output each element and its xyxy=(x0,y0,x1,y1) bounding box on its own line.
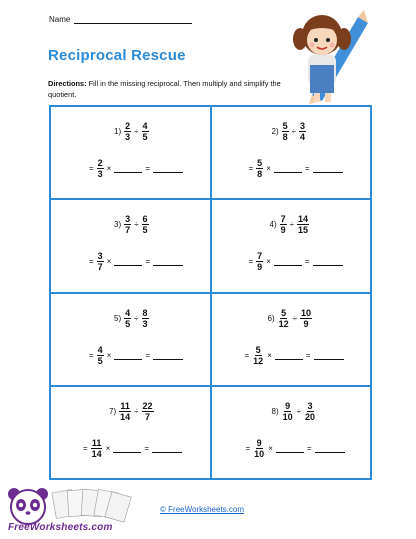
denominator: 7 xyxy=(145,411,151,422)
divisor-fraction xyxy=(300,308,312,329)
footer-link[interactable] xyxy=(160,505,244,514)
problem-cell xyxy=(50,106,211,199)
numerator: 9 xyxy=(285,400,291,411)
divide-sign: ÷ xyxy=(296,406,302,416)
problem-expression xyxy=(272,121,307,142)
quotient-blank[interactable] xyxy=(313,257,343,266)
problem-cell xyxy=(211,199,372,292)
problem-cell xyxy=(211,293,372,386)
numerator: 22 xyxy=(142,400,153,411)
logo-text: FreeWorksheets.com xyxy=(8,522,113,533)
divide-sign: ÷ xyxy=(134,220,139,230)
problem-number: 4) xyxy=(269,220,277,230)
numerator: 4 xyxy=(125,307,131,318)
dividend-fraction xyxy=(256,251,263,272)
girl-with-pencil-illustration xyxy=(288,9,370,105)
times-sign: × xyxy=(267,350,272,360)
dividend-fraction xyxy=(256,158,263,179)
answer-row xyxy=(245,345,344,366)
reciprocal-blank[interactable] xyxy=(274,257,302,266)
name-line[interactable] xyxy=(74,15,192,24)
numerator: 4 xyxy=(142,121,148,131)
times-sign: × xyxy=(105,443,111,453)
quotient-blank[interactable] xyxy=(153,164,183,173)
denominator: 15 xyxy=(298,225,309,236)
denominator: 3 xyxy=(125,132,131,142)
divisor-fraction xyxy=(142,121,149,142)
answer-row xyxy=(83,438,182,459)
denominator: 7 xyxy=(97,262,103,273)
problem-number: 3) xyxy=(114,220,122,230)
numerator: 5 xyxy=(281,307,287,318)
equals-sign: = xyxy=(144,443,150,453)
numerator: 4 xyxy=(97,344,103,355)
divisor-fraction xyxy=(142,214,149,235)
times-sign: × xyxy=(106,350,112,360)
problem-number: 1) xyxy=(114,127,122,136)
numerator: 8 xyxy=(142,307,148,318)
reciprocal-blank[interactable] xyxy=(114,164,142,173)
panda-icon xyxy=(8,488,48,524)
denominator: 20 xyxy=(305,411,316,422)
numerator: 2 xyxy=(97,158,103,168)
quotient-blank[interactable] xyxy=(315,444,345,453)
numerator: 11 xyxy=(120,400,130,411)
problem-expression xyxy=(270,214,310,235)
divisor-fraction xyxy=(142,308,149,329)
denominator: 14 xyxy=(91,448,102,459)
numerator: 3 xyxy=(307,400,313,411)
dividend-fraction xyxy=(97,251,104,272)
reciprocal-blank[interactable] xyxy=(114,351,142,360)
answer-row xyxy=(249,251,343,272)
quotient-blank[interactable] xyxy=(314,351,344,360)
numerator: 5 xyxy=(257,158,263,168)
equals-sign: = xyxy=(244,350,250,360)
divide-sign: ÷ xyxy=(134,313,139,323)
answer-row xyxy=(89,158,183,179)
denominator: 8 xyxy=(257,169,263,179)
equals-sign: = xyxy=(145,350,151,360)
denominator: 14 xyxy=(120,411,131,422)
numerator: 3 xyxy=(300,121,306,131)
times-sign: × xyxy=(268,443,273,453)
problem-number: 8) xyxy=(271,406,279,416)
answer-row xyxy=(246,438,345,459)
problem-cell xyxy=(50,293,211,386)
divisor-fraction xyxy=(304,401,316,422)
denominator: 10 xyxy=(282,411,293,422)
equals-sign: = xyxy=(304,164,310,173)
equals-sign: = xyxy=(89,257,94,267)
numerator: 5 xyxy=(282,121,288,131)
page-title: Reciprocal Rescue xyxy=(48,47,186,64)
dividend-fraction xyxy=(124,308,131,329)
equals-sign: = xyxy=(306,443,312,453)
answer-row xyxy=(89,251,183,272)
times-sign: × xyxy=(106,164,112,173)
denominator: 8 xyxy=(282,132,288,142)
dividend-fraction xyxy=(253,438,265,459)
denominator: 10 xyxy=(254,448,265,459)
equals-sign: = xyxy=(89,350,94,360)
divisor-fraction xyxy=(142,401,154,422)
times-sign: × xyxy=(106,257,112,267)
dividend-fraction xyxy=(124,121,131,142)
problem-number: 6) xyxy=(267,313,275,323)
reciprocal-blank[interactable] xyxy=(274,164,302,173)
dividend-fraction xyxy=(252,345,264,366)
equals-sign: = xyxy=(248,257,254,267)
divide-sign: ÷ xyxy=(134,127,139,136)
denominator: 9 xyxy=(303,318,309,329)
denominator: 12 xyxy=(253,355,264,366)
denominator: 9 xyxy=(257,262,263,273)
equals-sign: = xyxy=(145,164,151,173)
reciprocal-blank[interactable] xyxy=(114,257,142,266)
numerator: 3 xyxy=(125,214,131,225)
times-sign: × xyxy=(266,164,271,173)
denominator: 5 xyxy=(97,355,103,366)
directions-label: Directions: xyxy=(48,79,87,88)
dividend-fraction xyxy=(124,214,131,235)
dividend-fraction xyxy=(97,345,104,366)
problem-cell xyxy=(50,199,211,292)
reciprocal-blank[interactable] xyxy=(275,351,303,360)
dividend-fraction xyxy=(119,401,131,422)
problem-cell xyxy=(50,386,211,479)
numerator: 7 xyxy=(257,251,263,262)
footer-link-text: FreeWorksheets.com xyxy=(168,505,245,514)
problem-cell xyxy=(211,106,372,199)
times-sign: × xyxy=(266,257,271,267)
equals-sign: = xyxy=(248,164,254,173)
divide-sign: ÷ xyxy=(134,406,139,416)
denominator: 12 xyxy=(278,318,289,329)
quotient-blank[interactable] xyxy=(313,164,343,173)
equals-sign: = xyxy=(145,257,151,267)
dividend-fraction xyxy=(282,401,294,422)
numerator: 11 xyxy=(91,437,102,448)
dividend-fraction xyxy=(97,158,104,179)
quotient-blank[interactable] xyxy=(152,444,182,453)
divide-sign: ÷ xyxy=(291,127,297,136)
dividend-fraction xyxy=(282,121,289,142)
denominator: 9 xyxy=(280,225,286,236)
equals-sign: = xyxy=(245,443,251,453)
divide-sign: ÷ xyxy=(292,313,298,323)
problem-expression xyxy=(114,308,149,329)
numerator: 6 xyxy=(142,214,148,225)
divide-sign: ÷ xyxy=(289,220,295,230)
denominator: 4 xyxy=(300,132,306,142)
denominator: 5 xyxy=(142,225,148,236)
answer-row xyxy=(89,345,183,366)
name-field xyxy=(49,15,192,24)
numerator: 9 xyxy=(256,437,262,448)
problem-number: 7) xyxy=(109,406,117,416)
problem-grid xyxy=(49,105,372,480)
numerator: 3 xyxy=(97,251,103,262)
denominator: 5 xyxy=(125,318,131,329)
dividend-fraction xyxy=(278,308,290,329)
reciprocal-blank[interactable] xyxy=(276,444,304,453)
problem-expression xyxy=(272,401,317,422)
dividend-fraction xyxy=(280,214,287,235)
equals-sign: = xyxy=(83,443,88,453)
problem-expression xyxy=(114,121,149,142)
numerator: 2 xyxy=(125,121,131,131)
quotient-blank[interactable] xyxy=(153,257,183,266)
problem-cell xyxy=(211,386,372,479)
equals-sign: = xyxy=(89,164,94,173)
problem-number: 5) xyxy=(114,313,122,323)
divisor-fraction xyxy=(299,121,306,142)
denominator: 3 xyxy=(142,318,148,329)
directions-text: Fill in the missing reciprocal. Then multiply and simplify the quotient. xyxy=(48,79,281,99)
name-label: Name xyxy=(49,15,71,24)
divisor-fraction xyxy=(297,214,309,235)
quotient-blank[interactable] xyxy=(153,351,183,360)
directions xyxy=(48,78,290,100)
numerator: 10 xyxy=(301,307,312,318)
dividend-fraction xyxy=(91,438,103,459)
reciprocal-blank[interactable] xyxy=(113,444,141,453)
copyright-symbol: © xyxy=(160,505,166,514)
equals-sign: = xyxy=(305,350,311,360)
denominator: 3 xyxy=(97,169,103,179)
answer-row xyxy=(249,158,343,179)
denominator: 7 xyxy=(125,225,131,236)
numerator: 5 xyxy=(255,344,261,355)
equals-sign: = xyxy=(304,257,310,267)
problem-expression xyxy=(114,214,149,235)
denominator: 5 xyxy=(142,132,148,142)
numerator: 14 xyxy=(298,214,309,225)
problem-expression xyxy=(109,401,154,422)
problem-number: 2) xyxy=(271,127,279,136)
numerator: 7 xyxy=(280,214,286,225)
problem-expression xyxy=(268,308,313,329)
